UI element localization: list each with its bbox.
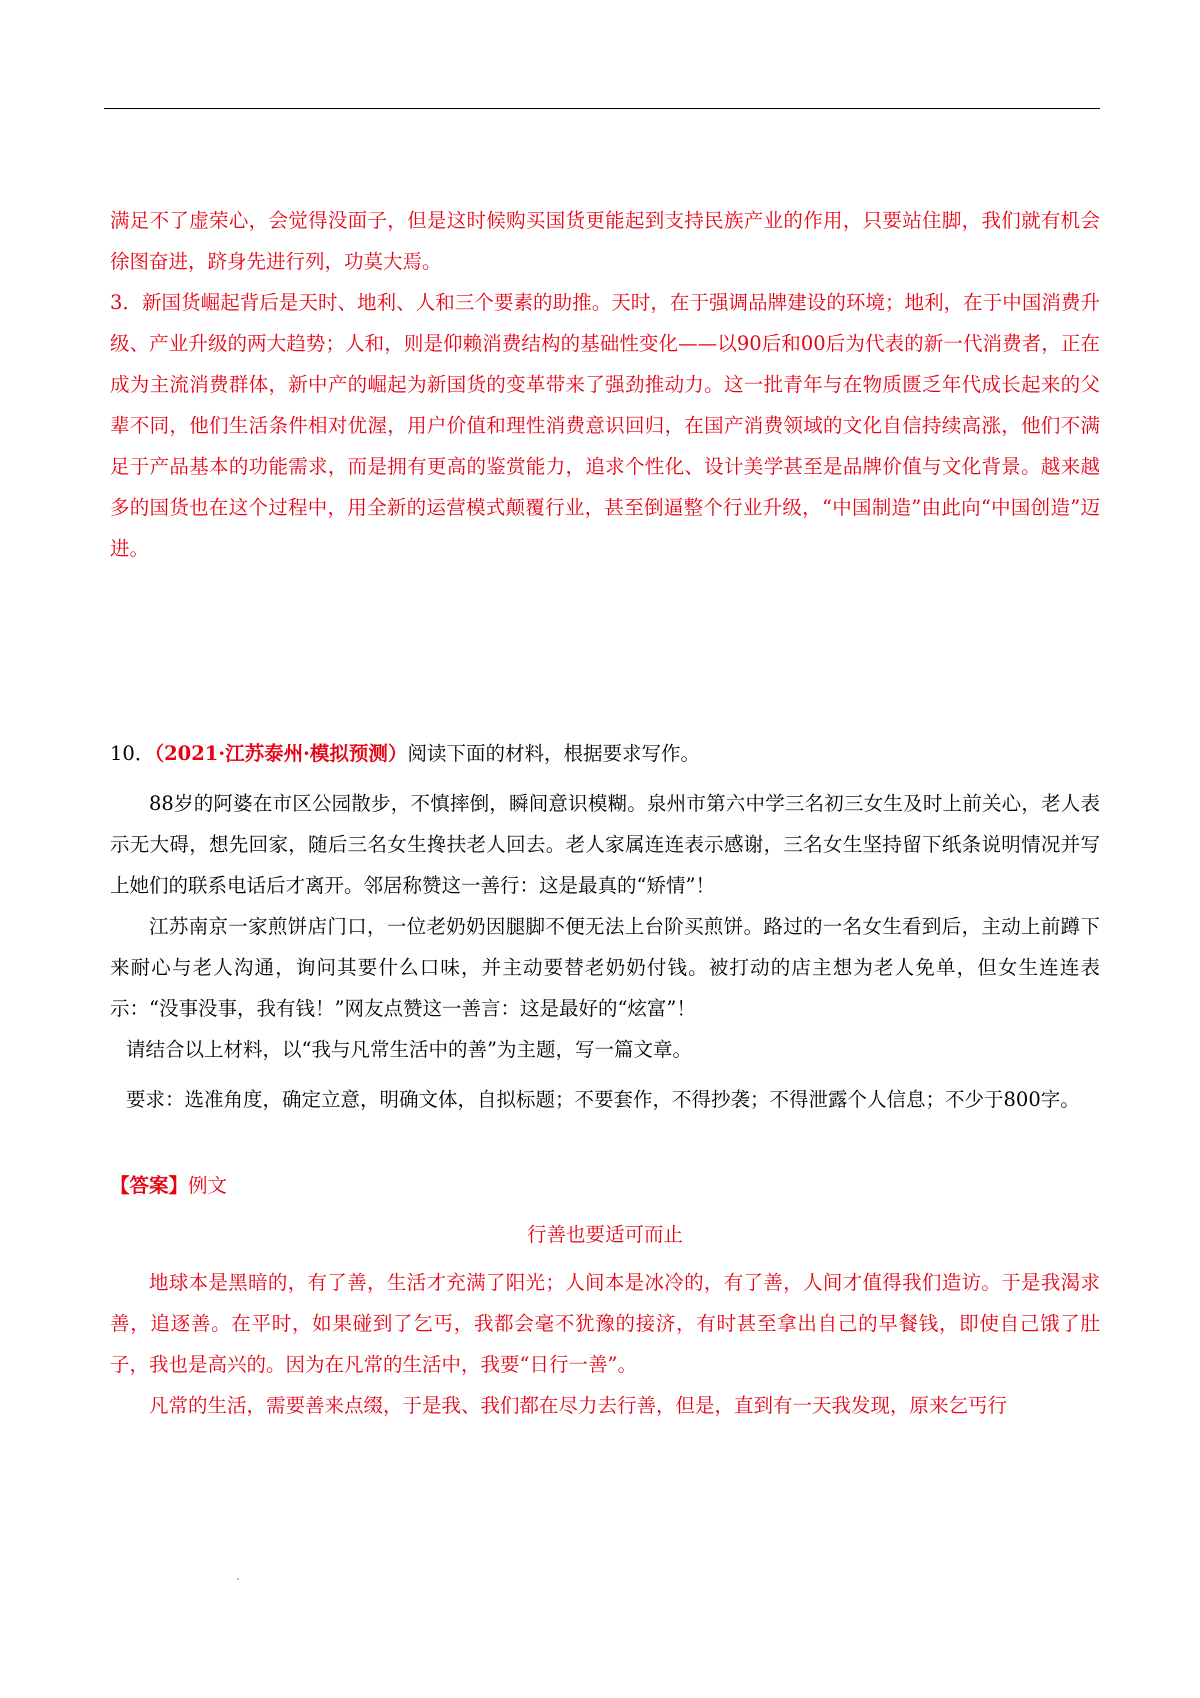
question-source: （2021·江苏泰州·模拟预测） bbox=[154, 742, 408, 765]
task-paragraph: 请结合以上材料，以“我与凡常生活中的善”为主题，写一篇文章。 bbox=[126, 1038, 692, 1061]
answer-label: 【答案】 bbox=[110, 1174, 189, 1197]
answer-point-3-paragraph: 3．新国货崛起背后是天时、地利、人和三个要素的助推。天时，在于强调品牌建设的环境；地利，在于中国消费升级、产业升级的两大趋势；人和，则是仰赖消费结构的基础性变化——以90后和00后为代表的新一代消费者，正在成为主流消费群体，新中产的崛起为新国货的变革带来了强劲推动力。这一批青年与在物质匮乏年代成长起来的父辈不同，他们生活条件相对优渥，用户价值和理性消费意识回归，在国产消费领域的文化自信持续高涨，他们不满足于产品基本的功能需求，而是拥有更高的鉴赏能力，追求个性化、设计美学甚至是品牌价值与文化背景。越来越多的国货也在这个过程中，用全新的运营模式颠覆行业，甚至倒逼整个行业升级，“中国制造”由此向“中国创造”迈进。 bbox=[110, 291, 1100, 560]
header-rule bbox=[104, 108, 1100, 109]
page-speck bbox=[237, 1578, 239, 1580]
answer-type: 例文 bbox=[188, 1174, 228, 1197]
requirement-paragraph: 要求：选准角度，确定立意，明确文体，自拟标题；不要套作，不得抄袭；不得泄露个人信息；不少于800字。 bbox=[126, 1088, 1080, 1111]
question-10-heading bbox=[110, 733, 1100, 774]
answer-continuation-paragraph: 满足不了虚荣心，会觉得没面子，但是这时候购买国货更能起到支持民族产业的作用，只要站住脚，我们就有机会徐图奋进，跻身先进行列，功莫大焉。 bbox=[110, 209, 1100, 273]
essay-title: 行善也要适可而止 bbox=[526, 1223, 683, 1246]
answer-heading bbox=[110, 1165, 1100, 1206]
question-number: 10． bbox=[110, 742, 155, 765]
material-2-paragraph: 江苏南京一家煎饼店门口，一位老奶奶因腿脚不便无法上台阶买煎饼。路过的一名女生看到后，主动上前蹲下来耐心与老人沟通，询问其要什么口味，并主动要替老奶奶付钱。被打动的店主想为老人免单，但女生连连表示：“没事没事，我有钱！”网友点赞这一善言：这是最好的“炫富”！ bbox=[110, 915, 1100, 1020]
question-prompt: 阅读下面的材料，根据要求写作。 bbox=[407, 742, 700, 765]
material-1-paragraph: 88岁的阿婆在市区公园散步，不慎摔倒，瞬间意识模糊。泉州市第六中学三名初三女生及时上前关心，老人表示无大碍，想先回家，随后三名女生搀扶老人回去。老人家属连连表示感谢，三名女生坚持留下纸条说明情况并写上她们的联系电话后才离开。邻居称赞这一善行：这是最真的“矫情”！ bbox=[110, 792, 1100, 897]
essay-paragraph-1: 地球本是黑暗的，有了善，生活才充满了阳光；人间本是冰冷的，有了善，人间才值得我们造访。于是我渴求善，追逐善。在平时，如果碰到了乞丐，我都会毫不犹豫的接济，有时甚至拿出自己的早餐钱，即使自己饿了肚子，我也是高兴的。因为在凡常的生活中，我要“日行一善”。 bbox=[110, 1271, 1100, 1376]
essay-paragraph-2: 凡常的生活，需要善来点缀，于是我、我们都在尽力去行善，但是，直到有一天我发现，原来乞丐行 bbox=[149, 1394, 1008, 1417]
